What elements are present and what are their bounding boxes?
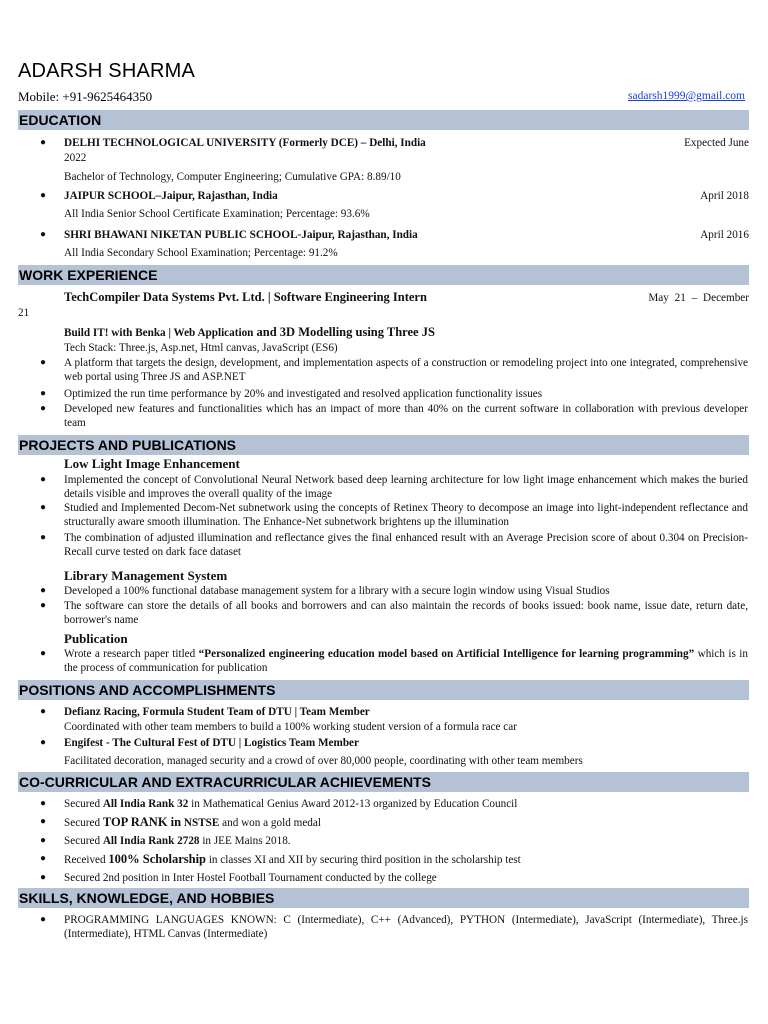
education-3-title: SHRI BHAWANI NIKETAN PUBLIC SCHOOL-Jaipur, Rajasthan, India <box>64 229 418 241</box>
work-company: TechCompiler Data Systems Pvt. Ltd. | Software Engineering Intern <box>64 290 427 304</box>
work-bullet-3: Developed new features and functionalities which has an impact of more than 40% on the current software in collaboration with previous developer team <box>64 403 748 429</box>
bullet: ● <box>40 816 47 827</box>
bullet: ● <box>40 872 47 883</box>
project-1-bullet-3: The combination of adjusted illumination and reflectance gives the final enhanced result with an Average Precision score of about 0.304 on Precision-Recall curve tested on dark face dataset <box>64 532 748 558</box>
project-2-bullet-2: The software can store the details of all books and borrowers and can also maintain the records of books issued: book name, issue date, return date, borrower's name <box>64 600 748 626</box>
project-2-title: Library Management System <box>64 568 228 583</box>
achievement-1: Secured All India Rank 32 in Mathematical Genius Award 2012-13 organized by Education Council <box>64 798 518 810</box>
bullet: ● <box>40 737 47 748</box>
education-2-detail: All India Senior School Certificate Examination; Percentage: 93.6% <box>64 208 370 220</box>
bullet: ● <box>40 600 47 611</box>
education-1-date: Expected June <box>684 137 749 149</box>
bullet: ● <box>40 853 47 864</box>
work-bullet-2: Optimized the run time performance by 20% and investigated and resolved application functionality issues <box>64 388 543 400</box>
section-education-header: EDUCATION <box>18 110 749 130</box>
bullet: ● <box>40 798 47 809</box>
bullet: ● <box>40 648 47 659</box>
section-projects-header: PROJECTS AND PUBLICATIONS <box>18 435 749 455</box>
education-1-date-cont: 2022 <box>64 152 87 164</box>
bullet: ● <box>40 532 47 543</box>
skills-languages: PROGRAMMING LANGUAGES KNOWN: C (Intermediate), C++ (Advanced), PYTHON (Intermediate), JavaScript (Intermediate), Three.js (Intermediate), HTML Canvas (Intermediate) <box>64 914 748 940</box>
education-1-title: DELHI TECHNOLOGICAL UNIVERSITY (Formerly DCE) – Delhi, India <box>64 137 426 149</box>
work-date-cont: 21 <box>18 307 30 319</box>
position-1-detail: Coordinated with other team members to build a 100% working student version of a formula race car <box>64 721 517 733</box>
bullet: ● <box>40 357 47 368</box>
achievement-4: Received 100% Scholarship in classes XI and XII by securing third position in the scholarship test <box>64 852 521 866</box>
achievement-5: Secured 2nd position in Inter Hostel Football Tournament conducted by the college <box>64 872 437 884</box>
bullet: ● <box>40 474 47 485</box>
work-bullet-1: A platform that targets the design, development, and implementation aspects of a construction or remodeling project into one integrated, comprehensive web portal using Three JS and ASP.NET <box>64 357 748 383</box>
education-3-date: April 2016 <box>700 229 749 241</box>
bullet: ● <box>40 585 47 596</box>
achievement-2: Secured TOP RANK in NSTSE and won a gold medal <box>64 815 321 829</box>
bullet: ● <box>40 706 47 717</box>
section-cocurricular-header: CO-CURRICULAR AND EXTRACURRICULAR ACHIEVEMENTS <box>18 772 749 792</box>
education-2-title: JAIPUR SCHOOL–Jaipur, Rajasthan, India <box>64 190 278 202</box>
bullet: ● <box>40 137 47 148</box>
section-work-header: WORK EXPERIENCE <box>18 265 749 285</box>
bullet: ● <box>40 388 47 399</box>
project-1-bullet-1: Implemented the concept of Convolutional Neural Network based deep learning architecture for low light image enhancement which makes the buried details visible and improves the overall quality of the image <box>64 474 748 500</box>
bullet: ● <box>40 914 47 925</box>
work-tech-stack: Tech Stack: Three.js, Asp.net, Html canvas, JavaScript (ES6) <box>64 342 338 354</box>
project-1-bullet-2: Studied and Implemented Decom-Net subnetwork using the concepts of Retinex Theory to decompose an image into light-independent reflectance and structurally aware smooth illumination. The Enhance-Net subnetwork brightens up the illumination <box>64 502 748 528</box>
mobile-number: Mobile: +91-9625464350 <box>18 89 153 104</box>
candidate-name: ADARSH SHARMA <box>18 60 196 82</box>
education-2-date: April 2018 <box>700 190 749 202</box>
position-2-detail: Facilitated decoration, managed security and a crowd of over 80,000 people, coordinating with other team members <box>64 755 583 767</box>
education-3-detail: All India Secondary School Examination; Percentage: 91.2% <box>64 247 338 259</box>
email-link[interactable]: sadarsh1999@gmail.com <box>628 90 745 102</box>
position-1-title: Defianz Racing, Formula Student Team of DTU | Team Member <box>64 706 370 718</box>
bullet: ● <box>40 835 47 846</box>
project-1-title: Low Light Image Enhancement <box>64 456 240 471</box>
achievement-3: Secured All India Rank 2728 in JEE Mains 2018. <box>64 835 291 847</box>
position-2-title: Engifest - The Cultural Fest of DTU | Logistics Team Member <box>64 737 359 749</box>
section-skills-header: SKILLS, KNOWLEDGE, AND HOBBIES <box>18 888 749 908</box>
bullet: ● <box>40 190 47 201</box>
bullet: ● <box>40 229 47 240</box>
bullet: ● <box>40 502 47 513</box>
section-positions-header: POSITIONS AND ACCOMPLISHMENTS <box>18 680 749 700</box>
project-3-title: Publication <box>64 631 128 646</box>
project-3-bullet-1: Wrote a research paper titled “Personalized engineering education model based on Artificial Intelligence for learning programming” which is in the process of communication for publication <box>64 648 748 674</box>
work-date: May 21 – December <box>648 292 749 304</box>
work-project-title: Build IT! with Benka | Web Application and 3D Modelling using Three JS <box>64 325 435 339</box>
education-1-detail: Bachelor of Technology, Computer Engineering; Cumulative GPA: 8.89/10 <box>64 171 401 183</box>
bullet: ● <box>40 403 47 414</box>
project-2-bullet-1: Developed a 100% functional database management system for a library with a secure login window using Visual Studios <box>64 585 610 597</box>
